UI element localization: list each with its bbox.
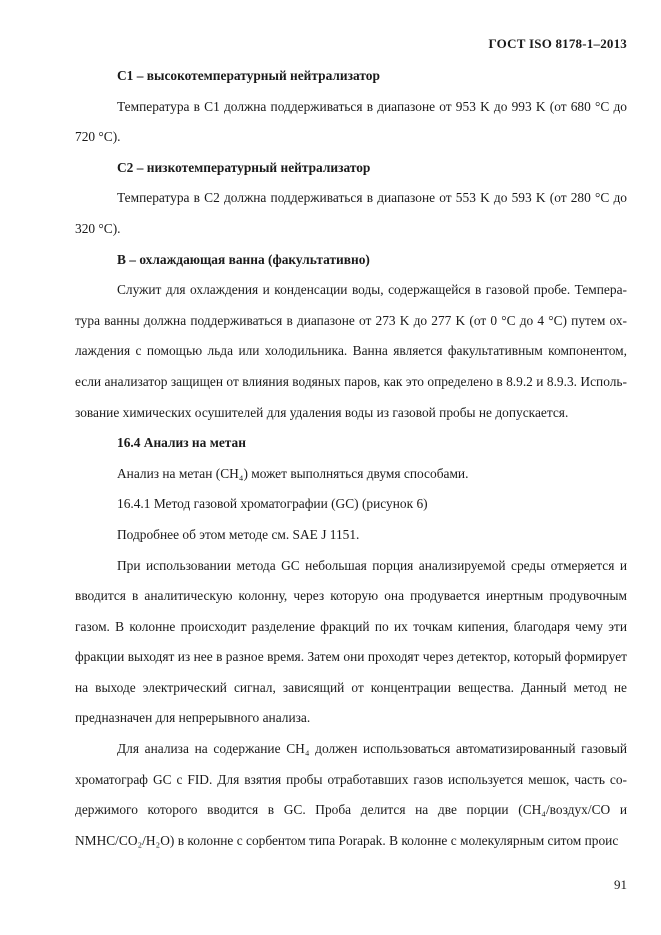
paragraph-c2-temperature: Температура в С2 должна поддерживаться в диапазоне от 553 K до 593 K (от 280 °C до 320 °C).	[75, 190, 627, 236]
paragraph-ch4-analysis: Для анализа на содержание CH₄ должен использоваться автоматизированный газовый хроматограф GC с FID. Для взятия пробы отработавших газов используется мешок, часть содержимого которого вводится в GC. Проба делится на две порции (CH₄/воздух/CO и NMHC/CO₂/H₂O) в колонне с сорбентом типа Porapak. В колонне с молекулярным ситом проис	[75, 741, 627, 848]
paragraph-cooling-bath: Служит для охлаждения и конденсации воды, содержащейся в газовой пробе. Температура ванны должна поддерживаться в диапазоне от 273 K до 277 K (от 0 °C до 4 °C) путем охлаждения с помощью льда или холодильника. Ванна является факультативным компонентом, если анализатор защищен от влияния водяных паров, как это определено в 8.9.2 и 8.9.3. Использование химических осушителей для удаления воды из газовой пробы не допускается.	[75, 282, 627, 420]
paragraph-c1-temperature: Температура в С1 должна поддерживаться в диапазоне от 953 K до 993 K (от 680 °C до 720 °C).	[75, 98, 627, 145]
paragraph-gc-description: При использовании метода GC небольшая порция анализируемой среды отмеряется и вводится в аналитическую колонну, через которую она продувается инертным продувочным газом. В колонне происходит разделение фракций по их точкам кипения, благодаря чему эти фракции выходят из нее в разное время. Затем они проходят через детектор, который формирует на выходе электрический сигнал, зависящий от концентрации вещества. Данный метод не предназначен для непрерывного анализа.	[75, 557, 627, 726]
paragraph-16-4-1-title: 16.4.1 Метод газовой хроматографии (GC) (рисунок 6)	[117, 496, 428, 512]
document-id-header: ГОСТ ISO 8178-1–2013	[488, 36, 627, 51]
section-heading-c2: С2 – низкотемпературный нейтрализатор	[117, 159, 371, 175]
section-heading-c1: С1 – высокотемпературный нейтрализатор	[117, 68, 380, 83]
paragraph-methane-methods: Анализ на метан (CH₄) может выполняться двумя способами.	[117, 465, 469, 481]
section-heading-cooling-bath: В – охлаждающая ванна (факультативно)	[117, 251, 370, 267]
page-body	[75, 61, 627, 856]
section-heading-16-4: 16.4 Анализ на метан	[117, 435, 246, 451]
paragraph-sae-reference: Подробнее об этом методе см. SAE J 1151.	[117, 526, 360, 542]
page-number: 91	[614, 877, 627, 892]
